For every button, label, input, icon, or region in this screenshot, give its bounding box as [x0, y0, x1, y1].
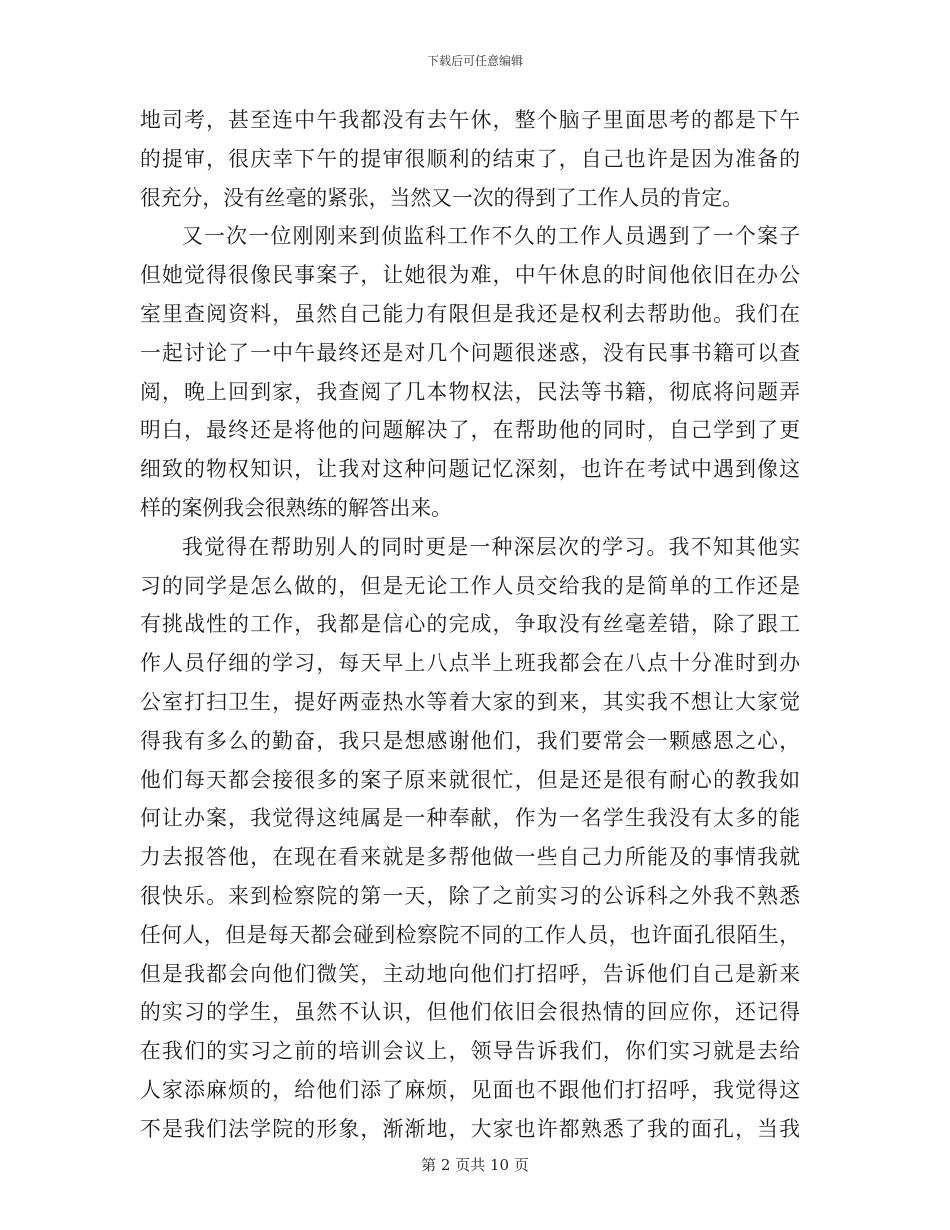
text-line: 力去报答他，在现在看来就是多帮他做一些自己力所能及的事情我就: [140, 845, 800, 870]
text-line: 不是我们法学院的形象，渐渐地，大家也许都熟悉了我的面孔，当我: [140, 1116, 800, 1141]
text-line: 又一次一位刚刚来到侦监科工作不久的工作人员遇到了一个案子: [182, 224, 800, 249]
page-number: 第 2 页共 10 页: [421, 1156, 529, 1174]
text-line: 在我们的实习之前的培训会议上，领导告诉我们，你们实习就是去给: [140, 1039, 800, 1064]
text-line: 很充分，没有丝毫的紧张，当然又一次的得到了工作人员的肯定。: [140, 185, 744, 210]
text-line: 习的同学是怎么做的，但是无论工作人员交给我的是简单的工作还是: [140, 573, 800, 598]
text-line: 何让办案，我觉得这纯属是一种奉献，作为一名学生我没有太多的能: [140, 806, 800, 831]
text-line: 阅，晚上回到家，我查阅了几本物权法，民法等书籍，彻底将问题弄: [140, 379, 800, 404]
text-line: 样的案例我会很熟练的解答出来。: [140, 495, 452, 520]
page-header: 下载后可任意编辑: [426, 54, 523, 68]
document-body: [140, 101, 800, 1149]
text-line: 室里查阅资料，虽然自己能力有限但是我还是权利去帮助他。我们在: [140, 301, 800, 326]
text-line: 地司考，甚至连中午我都没有去午休，整个脑子里面思考的都是下午: [140, 108, 800, 132]
text-line: 有挑战性的工作，我都是信心的完成，争取没有丝毫差错，除了跟工: [140, 612, 800, 637]
text-line: 我觉得在帮助别人的同时更是一种深层次的学习。我不知其他实: [182, 534, 800, 559]
text-line: 作人员仔细的学习，每天早上八点半上班我都会在八点十分准时到办: [140, 651, 800, 676]
text-line: 细致的物权知识，让我对这种问题记忆深刻，也许在考试中遇到像这: [140, 457, 800, 482]
text-line: 但是我都会向他们微笑，主动地向他们打招呼，告诉他们自己是新来: [140, 961, 800, 986]
text-line: 人家添麻烦的，给他们添了麻烦，见面也不跟他们打招呼，我觉得这: [140, 1077, 800, 1102]
text-line: 得我有多么的勤奋，我只是想感谢他们，我们要常会一颗感恩之心，: [140, 728, 800, 753]
text-line: 一起讨论了一中午最终还是对几个问题很迷惑，没有民事书籍可以查: [140, 340, 800, 365]
text-line: 公室打扫卫生，提好两壶热水等着大家的到来，其实我不想让大家觉: [140, 689, 800, 714]
text-line: 但她觉得很像民事案子，让她很为难，中午休息的时间他依旧在办公: [140, 263, 800, 288]
text-line: 明白，最终还是将他的问题解决了，在帮助他的同时，自己学到了更: [140, 418, 800, 443]
text-line: 的实习的学生，虽然不认识，但他们依旧会很热情的回应你，还记得: [140, 1000, 800, 1025]
text-line: 的提审，很庆幸下午的提审很顺利的结束了，自己也许是因为准备的: [140, 146, 800, 171]
text-line: 任何人，但是每天都会碰到检察院不同的工作人员，也许面孔很陌生，: [140, 922, 800, 947]
text-line: 他们每天都会接很多的案子原来就很忙，但是还是很有耐心的教我如: [140, 767, 800, 792]
text-line: 很快乐。来到检察院的第一天，除了之前实习的公诉科之外我不熟悉: [140, 883, 800, 908]
